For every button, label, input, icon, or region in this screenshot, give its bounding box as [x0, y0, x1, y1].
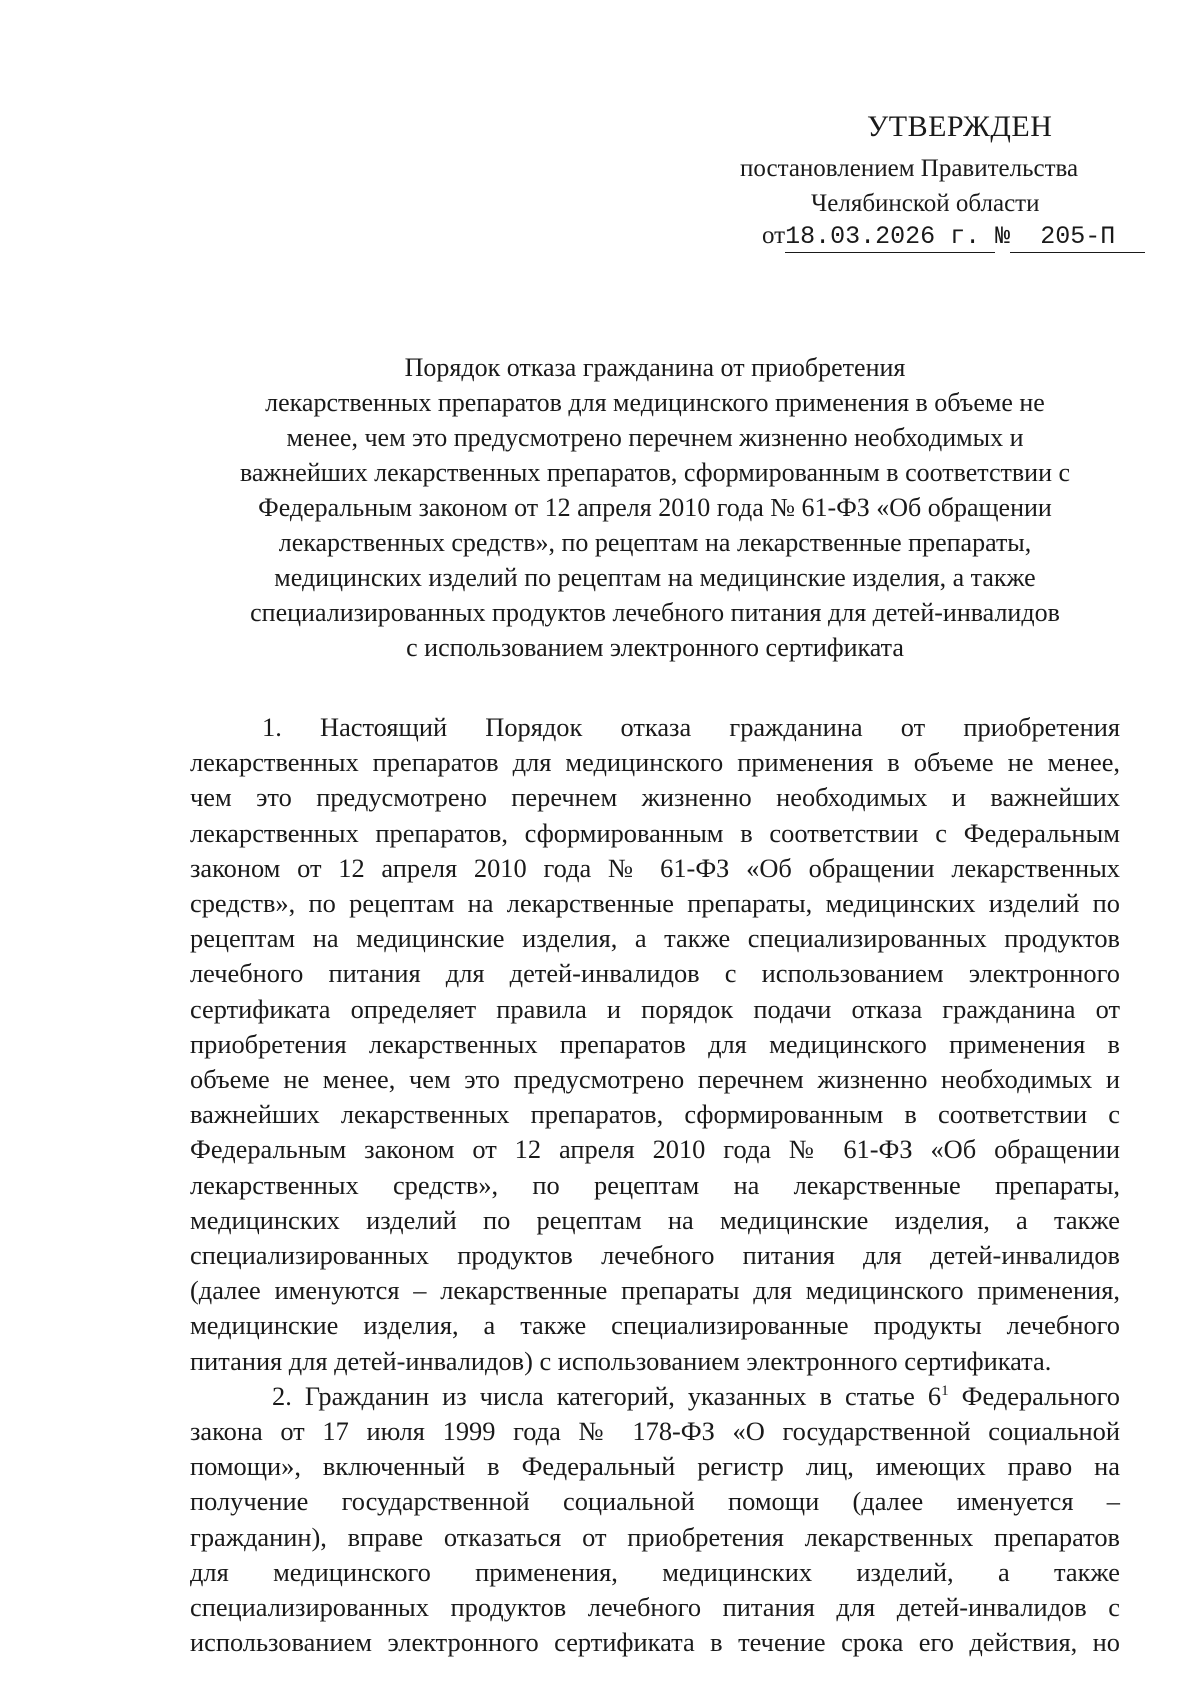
- title-line: с использованием электронного сертификата: [406, 633, 904, 662]
- title-line: лекарственных средств», по рецептам на лекарственные препараты,: [278, 528, 1032, 557]
- paragraph-line: важнейших лекарственных препаратов, сформированным в соответствии с: [190, 1099, 1120, 1130]
- title-line: лекарственных препаратов для медицинского применения в объеме не: [265, 388, 1045, 417]
- paragraph-line: 1. Настоящий Порядок отказа гражданина от приобретения: [262, 712, 1120, 742]
- paragraph-line: законом от 12 апреля 2010 года № 61-ФЗ «Об обращении лекарственных: [190, 852, 1120, 883]
- paragraph-line: средств», по рецептам на лекарственные препараты, медицинских изделий по: [190, 888, 1120, 919]
- approval-date-gap: [980, 222, 995, 253]
- title-line: Порядок отказа гражданина от приобретения: [404, 353, 906, 382]
- paragraph-line: использованием электронного сертификата в течение срока его действия, но: [190, 1627, 1120, 1658]
- paragraph-line: приобретения лекарственных препаратов для медицинского применения в: [190, 1028, 1120, 1059]
- title-line: важнейших лекарственных препаратов, сформированным в соответствии с: [239, 458, 1071, 487]
- approval-heading: УТВЕРЖДЕН: [867, 110, 1053, 143]
- paragraph-line: Федеральным законом от 12 апреля 2010 года № 61-ФЗ «Об обращении: [190, 1134, 1120, 1165]
- approval-date-line: [762, 222, 1145, 251]
- paragraph-line: лечебного питания для детей-инвалидов с использованием электронного: [190, 958, 1120, 989]
- paragraph-line: чем это предусмотрено перечнем жизненно необходимых и важнейших: [190, 782, 1120, 813]
- paragraph-line: лекарственных препаратов, сформированным в соответствии с Федеральным: [190, 817, 1120, 848]
- paragraph-line: помощи», включенный в Федеральный регистр лиц, имеющих право на: [190, 1451, 1120, 1482]
- approval-date-prefix: от: [762, 222, 786, 249]
- paragraph-line: медицинских изделий по рецептам на медицинские изделия, а также: [190, 1204, 1120, 1235]
- paragraph-line: сертификата определяет правила и порядок подачи отказа гражданина от: [190, 993, 1120, 1024]
- approval-number-value: 205-П: [1040, 222, 1116, 251]
- paragraph-2: [190, 1379, 1120, 1661]
- paragraph-line: для медицинского применения, медицинских изделий, а также: [190, 1556, 1120, 1587]
- paragraph-line: лекарственных препаратов для медицинского применения в объеме не менее,: [190, 747, 1120, 778]
- title-line: менее, чем это предусмотрено перечнем жизненно необходимых и: [286, 423, 1024, 452]
- paragraph-line: медицинские изделия, а также специализированные продукты лечебного: [190, 1310, 1120, 1341]
- paragraph-line: получение государственной социальной помощи (далее именуется –: [190, 1486, 1120, 1517]
- approval-date-value: 18.03.2026 г.: [785, 222, 981, 251]
- document-title: [190, 350, 1120, 665]
- title-line: медицинских изделий по рецептам на медицинские изделия, а также: [274, 563, 1036, 592]
- article-superscript: 1: [941, 1382, 949, 1399]
- paragraph-line: специализированных продуктов лечебного питания для детей-инвалидов с: [190, 1592, 1120, 1623]
- title-line: специализированных продуктов лечебного питания для детей-инвалидов: [250, 598, 1060, 627]
- paragraph-line: объеме не менее, чем это предусмотрено перечнем жизненно необходимых и: [190, 1064, 1120, 1095]
- approval-issuer: постановлением Правительства: [740, 155, 1079, 182]
- approval-number-sign: №: [995, 222, 1011, 251]
- paragraph-2-first-text: 2. Гражданин из числа категорий, указанных в статье 6: [272, 1380, 942, 1411]
- paragraph-2-first-line: [190, 1379, 1120, 1414]
- title-line: Федеральным законом от 12 апреля 2010 года № 61-ФЗ «Об обращении: [258, 493, 1052, 522]
- paragraph-line: рецептам на медицинские изделия, а также специализированных продуктов: [190, 923, 1120, 954]
- approval-number-value-wrap: [1010, 222, 1145, 253]
- paragraph-line: закона от 17 июля 1999 года № 178-ФЗ «О государственной социальной: [190, 1416, 1120, 1447]
- paragraph-line: питания для детей-инвалидов) с использованием электронного сертификата.: [190, 1345, 1052, 1376]
- paragraph-line: (далее именуются – лекарственные препараты для медицинского применения,: [190, 1275, 1120, 1306]
- paragraph-2-first-tail: Федерального: [948, 1380, 1121, 1411]
- paragraph-line: специализированных продуктов лечебного питания для детей-инвалидов: [190, 1240, 1120, 1271]
- paragraph-line: гражданин), вправе отказаться от приобретения лекарственных препаратов: [190, 1521, 1120, 1552]
- document-body: [190, 710, 1120, 1660]
- approval-region: Челябинской области: [811, 190, 1040, 217]
- paragraph-line: лекарственных средств», по рецептам на лекарственные препараты,: [190, 1169, 1120, 1200]
- paragraph-1: [190, 710, 1120, 1379]
